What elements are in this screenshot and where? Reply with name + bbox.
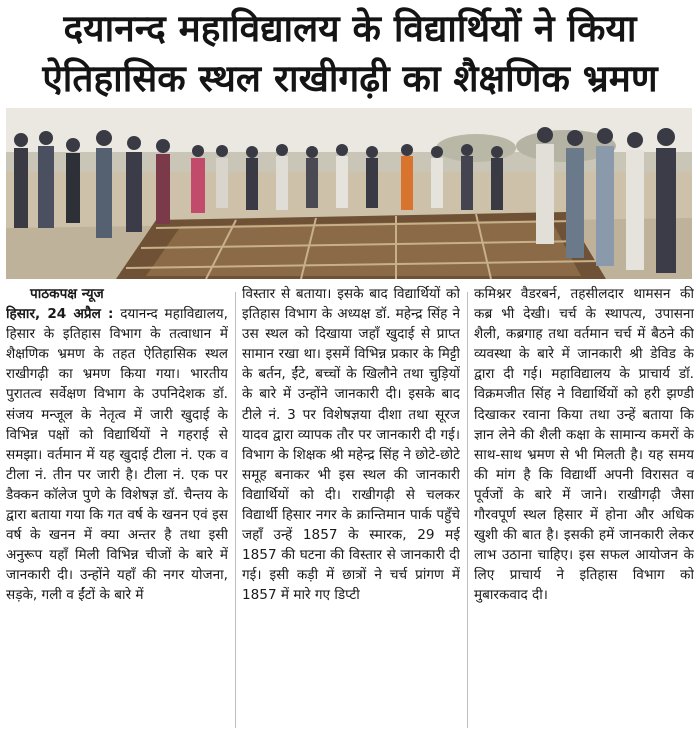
article-column-2	[242, 284, 460, 730]
column-2-text: विस्तार से बताया। इसके बाद विद्यार्थियों को इतिहास विभाग के अध्यक्ष डॉ. महेन्द्र सिंह ने उस स्थल को दिखाया जहाँ खुदाई से प्राप्त सामान रखा था। इसमें विभिन्न प्रकार के मिट्टी के बर्तन, ईंटे, बच्चों के खिलौने तथा चुड़ियों के बारे में उन्होंने जानकारी दी। इसके बाद टीले नं. 3 पर विशेषज्ञया दीशा तथा सूरज यादव द्वारा व्यापक तौर पर जानकारी दी गई। विभाग के शिक्षक श्री महेन्द्र सिंह ने छोटे-छोटे समूह बनाकर भी इस स्थल की जानकारी विद्यार्थियों को दी। राखीगढ़ी से चलकर विद्यार्थी हिसार नगर के क्रान्तिमान पार्क पहुँचे जहाँ उन्हें 1857 के स्मारक, 29 मई 1857 की घटना की विस्तार से जानकारी दी गई। इसी कड़ी में छात्रों ने चर्च प्रांगण में 1857 में मारे गए डिप्टी	[242, 286, 460, 604]
headline	[0, 0, 700, 106]
column-1-text: दयानन्द महाविद्यालय, हिसार के इतिहास विभाग के तत्वाधान में शैक्षणिक भ्रमण के तहत ऐतिहासिक स्थल राखीगढ़ी का भ्रमण किया गया। भारतीय पुरातत्व सर्वेक्षण विभाग के उपनिदेशक डॉ. संजय मन्जूल के नेतृत्व में जारी खुदाई के विभिन्न पक्षों को विद्यार्थियों ने गहराई से समझा। वर्तमान में यह खुदाई टीला नं. एक व टीला नं. तीन पर जारी है। टीला नं. एक पर डैक्कन कॉलेज पुणे के विशेषज्ञ डॉ. चैन्तय के द्वारा बताया गया कि गत वर्ष के खनन एवं इस वर्ष के खनन में क्या अन्तर है तथा इसी अनुरूप यहाँ मिली विभिन्न चीजों के बारे में जानकारी दी। उन्होंने यहाँ की नगर योजना, सड़के, गली व ईंटों के बारे में	[6, 306, 228, 604]
byline: पाठकपक्ष न्यूज	[30, 286, 104, 302]
excavation-photo	[6, 108, 692, 279]
article-body	[6, 284, 694, 730]
column-3-text: कमिश्नर वैडरबर्न, तहसीलदार थामसन की कब्र भी देखी। चर्च के स्थापत्य, उपासना शैली, कब्रगाह तथा वर्तमान चर्च में बैठने की व्यवस्था के बारे में जानकारी श्री डेविड के द्वारा दी गई। महाविद्यालय के प्राचार्य डॉ. विक्रमजीत सिंह ने विद्यार्थियों को हरी झण्डी दिखाकर रवाना किया तथा उन्हें बताया कि ज्ञान लेने की शैली कक्षा के सामान्य कमरों के साथ-साथ भ्रमण से भी मिलती है। यह समय की मांग है कि विद्यार्थी अपनी विरासत व पूर्वजों के बारे में जाने। राखीगढ़ी जैसा गौरवपूर्ण स्थल हिसार में होना और अधिक खुशी की बात है। इसकी हमें जानकारी लेकर लाभ उठाना चाहिए। इस सफल आयोजन के लिए प्राचार्य ने इतिहास विभाग को मुबारकवाद दी।	[474, 286, 694, 604]
column-divider	[467, 292, 468, 728]
headline-line-2: ऐतिहासिक स्थल राखीगढ़ी का शैक्षणिक भ्रमण	[42, 57, 658, 100]
article-column-3	[474, 284, 694, 730]
column-divider	[235, 292, 236, 728]
column-1-paragraph	[6, 304, 228, 605]
dateline: हिसार, 24 अप्रैल :	[6, 306, 114, 323]
headline-line-1: दयानन्द महाविद्यालय के विद्यार्थियों ने किया	[63, 7, 637, 50]
article-column-1	[6, 284, 228, 730]
